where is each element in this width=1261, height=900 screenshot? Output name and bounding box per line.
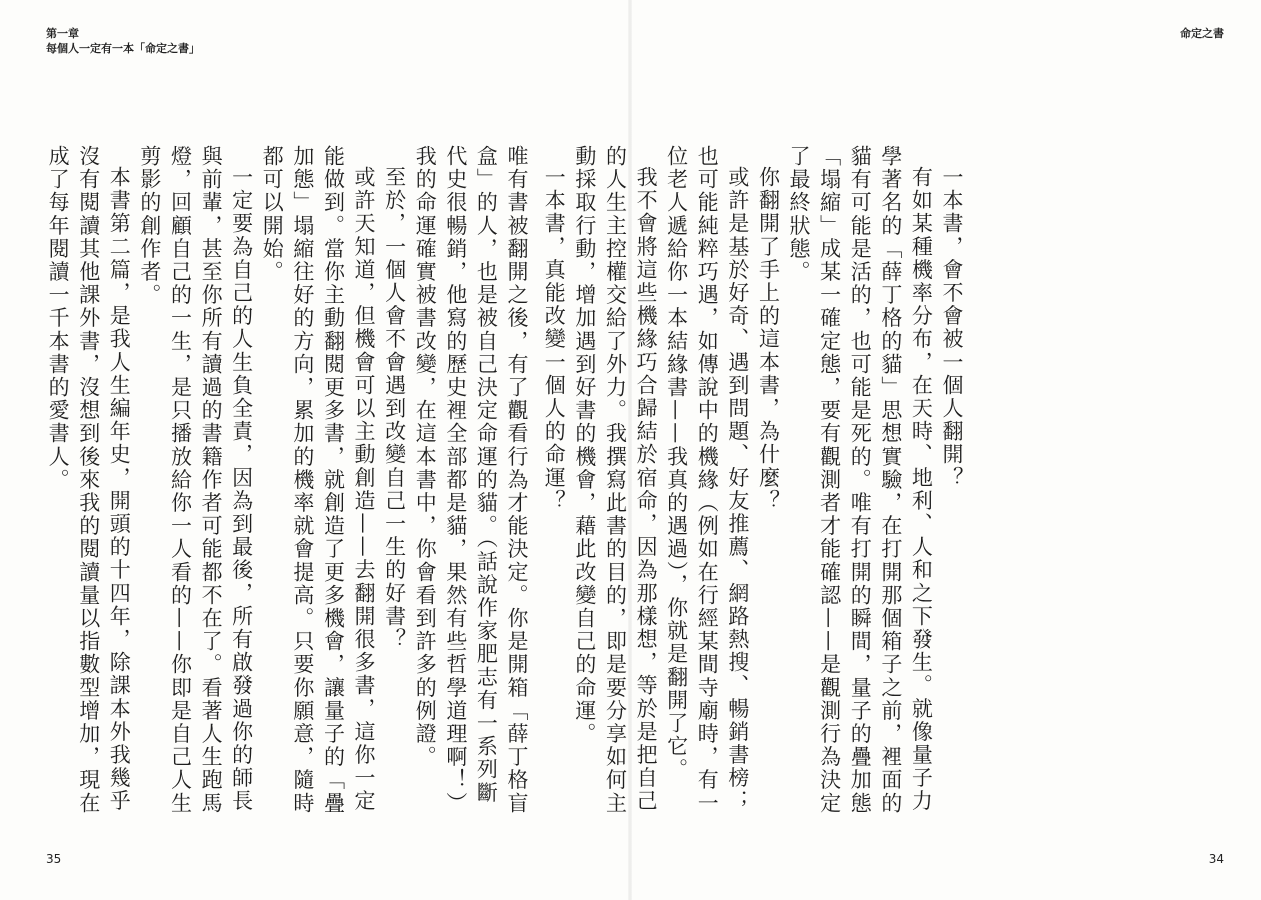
left-body-text (46, 145, 532, 825)
paragraph: 唯有書被翻開之後，有了觀看行為才能決定。你是開箱「薛丁格盲盒」的人，也是被自己決定命運的貓。（話說作家肥志有一系列斷代史很暢銷，他寫的歷史裡全部都是貓，果然有些哲學道理啊！）我的命運確實被書改變，在這本書中，你會看到許多的例證。 (413, 145, 529, 815)
left-page (0, 0, 630, 900)
paragraph: 或許天知道，但機會可以主動創造——去翻開很多書，這你一定能做到。當你主動翻閱更多書，就創造了更多機會，讓量子的「疊加態」塌縮往好的方向，累加的機率就會提高。只要你願意，隨時都可以開始。 (260, 145, 377, 815)
paragraph: 我不會將這些機緣巧合歸結於宿命，因為那樣想，等於是把自己的人生主控權交給了外力。我撰寫此書的目的，即是要分享如何主動採取行動，增加遇到好書的機會，藉此改變自己的命運。 (572, 145, 659, 815)
paragraph: 有如某種機率分布，在天時、地利、人和之下發生。就像量子力學著名的「薛丁格的貓」思想實驗，在打開那個箱子之前，裡面的貓有可能是活的，也可能是死的。唯有打開的瞬間，量子的疊加態「塌縮」成某一確定態，要有觀測者才能確認——是觀測行為決定了最終狀態。 (787, 145, 934, 815)
right-running-head: 命定之書 (1180, 27, 1224, 40)
chapter-label: 第一章 (46, 27, 79, 40)
paragraph: 你翻開了手上的這本書，為什麼？ (756, 166, 781, 513)
right-body-text (542, 145, 967, 825)
paragraph: 至於，一個人會不會遇到改變自己一生的好書？ (382, 166, 407, 652)
right-page-number: 34 (1208, 852, 1224, 866)
paragraph: 一本書，會不會被一個人翻開？ (940, 166, 964, 490)
paragraph: 一定要為自己的人生負全責，因為到最後，所有啟發過你的師長與前輩，甚至你所有讀過的書籍作者可能都不在了。看著人生跑馬燈，回顧自己的一生，是只播放給你一人看的——你即是自己人生剪影的創作者。 (137, 145, 254, 815)
paragraph: 一本書，真能改變一個人的命運？ (542, 166, 567, 513)
chapter-title: 每個人一定有一本「命定之書」 (46, 42, 200, 55)
paragraph: 或許是基於好奇、遇到問題、好友推薦、網路熱搜、暢銷書榜；也可能純粹巧遇，如傳說中的機緣（例如在行經某間寺廟時，有一位老人遞給你一本結緣書——我真的遇過），你就是翻開了它。 (664, 145, 750, 815)
left-page-number: 35 (46, 852, 62, 866)
paragraph: 本書第二篇，是我人生編年史，開頭的十四年，除課本外我幾乎沒有閱讀其他課外書，沒想到後來我的閱讀量以指數型增加，現在成了每年閱讀一千本書的愛書人。 (46, 145, 132, 815)
left-running-head (46, 26, 200, 56)
